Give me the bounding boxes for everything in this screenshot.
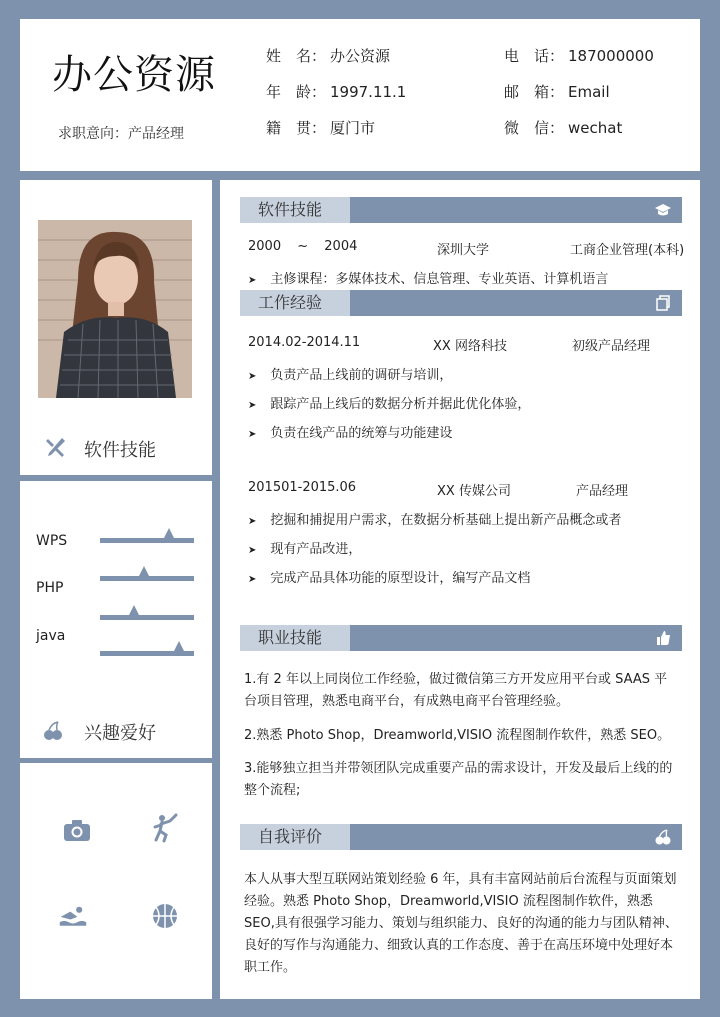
skill-label: java: [36, 628, 66, 644]
job-duty: ➤ 完成产品具体功能的原型设计，编写产品文档: [248, 567, 530, 586]
job-role: 产品经理: [576, 484, 629, 499]
job-company: XX 传媒公司: [437, 484, 511, 499]
section-header-work: [240, 290, 682, 316]
hobbies-title: 兴趣爱好: [84, 723, 156, 744]
edu-end: 2004: [324, 239, 358, 254]
software-skills-title: 软件技能: [84, 440, 156, 461]
section-header-self: [240, 824, 682, 850]
job-company: XX 网络科技: [433, 339, 507, 354]
job-period: 201501-2015.06: [248, 480, 357, 495]
copy-icon: [654, 294, 672, 312]
edu-start: 2000: [248, 239, 282, 254]
info-value: Email: [568, 83, 610, 101]
section-title: 自我评价: [240, 824, 350, 850]
section-header-skills: [240, 625, 682, 651]
skill-level-marker: [139, 566, 149, 576]
skill-item: 2.熟悉 Photo Shop，Dreamworld,VISIO 流程图制作软件，熟悉 SEO。: [244, 728, 671, 743]
skill-bar: [100, 615, 194, 620]
job-duty: ➤ 挖掘和捕捉用户需求，在数据分析基础上提出新产品概念或者: [248, 509, 621, 528]
skill-level-marker: [174, 641, 184, 651]
section-title: 工作经验: [240, 290, 350, 316]
skill-item: 1.有 2 年以上同岗位工作经验，做过微信第三方开发应用平台或 SAAS 平台项目管理，熟悉电商平台，有成熟电商平台管理经验。: [244, 672, 668, 709]
profile-photo: [38, 220, 192, 398]
tools-icon: [44, 436, 66, 458]
education-course: ➤ 主修课程：多媒体技术、信息管理、专业英语、计算机语言: [248, 268, 608, 287]
info-value: 187000000: [568, 47, 654, 65]
education-school: 深圳大学: [437, 243, 490, 258]
graduation-cap-icon: [654, 201, 672, 219]
section-title: 软件技能: [240, 197, 350, 223]
info-label: 姓 名：: [266, 47, 327, 65]
job-period: 2014.02-2014.11: [248, 335, 361, 350]
job-duty: ➤ 负责在线产品的统筹与功能建设: [248, 422, 452, 441]
info-value: 1997.11.1: [330, 83, 407, 101]
skill-label: PHP: [36, 580, 64, 596]
basketball-icon: [150, 901, 180, 931]
info-origin: [266, 117, 375, 138]
swimming-icon: [58, 901, 88, 931]
job-intent: 求职意向：产品经理: [58, 126, 184, 142]
skill-level-marker: [164, 528, 174, 538]
education-major: 工商企业管理(本科): [570, 243, 685, 258]
edu-sep: ~: [297, 239, 309, 254]
photo-panel: [20, 180, 212, 475]
info-value: 厦门市: [330, 119, 376, 137]
info-label: 年 龄：: [266, 83, 327, 101]
info-label: 邮 箱：: [504, 83, 565, 101]
info-label: 电 话：: [504, 47, 565, 65]
job-duty: ➤ 负责产品上线前的调研与培训，: [248, 364, 452, 383]
skill-levels-panel: [20, 481, 212, 758]
info-phone: [504, 45, 654, 66]
header-panel: [20, 19, 700, 171]
skill-label: WPS: [36, 533, 68, 549]
info-age: [266, 81, 406, 102]
job-duty: ➤ 现有产品改进，: [248, 538, 361, 557]
skill-item: 3.能够独立担当并带领团队完成重要产品的需求设计，开发及最后上线的的整个流程;: [244, 761, 673, 798]
info-email: [504, 81, 610, 102]
education-period: [248, 239, 357, 254]
info-label: 微 信：: [504, 119, 565, 137]
self-evaluation-text: 本人从事大型互联网站策划经验 6 年，具有丰富网站前后台流程与页面策划经验。熟悉 Photo Shop，Dreamworld,VISIO 流程图制作软件，熟悉 SEO,具有很强学习能力、策划与组织能力、良好的沟通的能力与团队精神、良好的写作与沟通能力、细致认真的工作态度、善于在高压环境中处理好本职工作。: [244, 872, 678, 975]
hobbies-panel: [20, 763, 212, 999]
cherries-icon: [42, 720, 64, 742]
skill-level-marker: [129, 605, 139, 615]
main-content: [220, 180, 700, 999]
thumbs-up-icon: [654, 629, 672, 647]
badminton-icon: [150, 813, 180, 843]
job-duty: ➤ 跟踪产品上线后的数据分析并据此优化体验，: [248, 393, 530, 412]
section-header-education: [240, 197, 682, 223]
info-name: [266, 45, 390, 66]
candidate-name: 办公资源: [52, 52, 216, 98]
info-label: 籍 贯：: [266, 119, 327, 137]
skill-bar: [100, 576, 194, 581]
job-role: 初级产品经理: [572, 339, 651, 354]
camera-icon: [62, 815, 92, 845]
info-value: wechat: [568, 119, 623, 137]
skill-bar: [100, 651, 194, 656]
section-title: 职业技能: [240, 625, 350, 651]
skill-bar: [100, 538, 194, 543]
portrait-illustration: [38, 220, 192, 398]
info-value: 办公资源: [330, 47, 391, 65]
info-wechat: [504, 117, 622, 138]
cherries-icon: [654, 828, 672, 846]
